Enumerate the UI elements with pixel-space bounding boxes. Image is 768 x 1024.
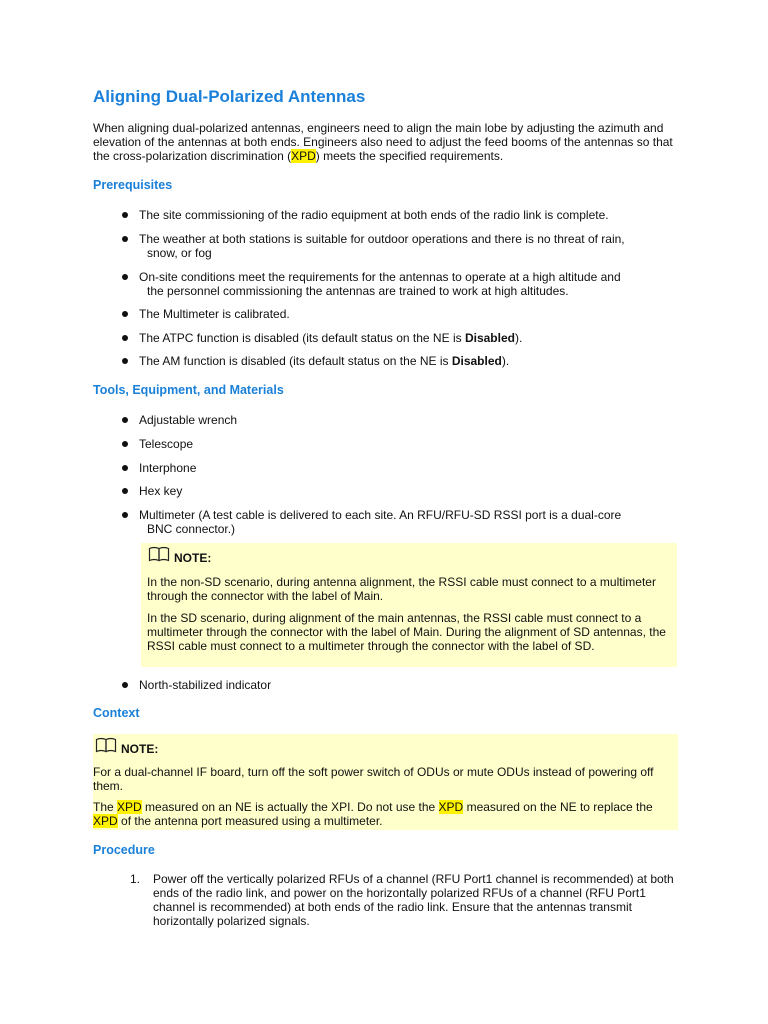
context-note-box bbox=[93, 734, 678, 830]
prereq-item: The Multimeter is calibrated. bbox=[139, 307, 290, 321]
prereq-item-line: the personnel commissioning the antennas are trained to work at high altitudes. bbox=[147, 284, 569, 298]
page-title: Aligning Dual-Polarized Antennas bbox=[93, 87, 366, 106]
bullet-icon bbox=[122, 236, 128, 242]
context-heading: Context bbox=[93, 706, 140, 720]
note-paragraph: In the SD scenario, during alignment of the main antennas, the RSSI cable must connect to a multimeter through the connector with the label of Main. During the alignment of SD antennas, the RSSI cable must connect to a multimeter through the connector with the label of SD. bbox=[147, 611, 666, 653]
bullet-icon bbox=[122, 465, 128, 471]
prereq-item bbox=[139, 354, 684, 368]
bullet-icon bbox=[122, 274, 128, 280]
step-number: 1. bbox=[130, 872, 141, 886]
intro-text-a: When aligning dual-polarized antennas, engineers need to align the main lobe by adjusting the azimuth and elevation of the antennas at both ends. Engineers also need to adjust the feed booms of the antennas so that the cross-polarization discrimination ( bbox=[93, 121, 673, 163]
bullet-icon bbox=[122, 488, 128, 494]
xpd-highlight: XPD bbox=[117, 800, 142, 814]
prereq-item-line: The weather at both stations is suitable for outdoor operations and there is no threat of rain, bbox=[139, 232, 625, 246]
tool-item-line: BNC connector.) bbox=[147, 522, 236, 536]
prereq-item: The site commissioning of the radio equipment at both ends of the radio link is complete. bbox=[139, 208, 609, 222]
bullet-icon bbox=[122, 358, 128, 364]
note-paragraph bbox=[93, 800, 675, 828]
prereq-text: The ATPC function is disabled (its default status on the NE is bbox=[139, 331, 465, 345]
tool-item: Adjustable wrench bbox=[139, 413, 238, 427]
prereq-item-line: snow, or fog bbox=[147, 246, 212, 260]
xpd-highlight: XPD bbox=[291, 149, 316, 163]
note-header bbox=[148, 546, 211, 565]
tool-item: Interphone bbox=[139, 461, 197, 475]
bullet-icon bbox=[122, 417, 128, 423]
xpd-highlight: XPD bbox=[93, 814, 118, 828]
procedure-heading: Procedure bbox=[93, 843, 155, 857]
prereq-text: The AM function is disabled (its default status on the NE is bbox=[139, 354, 452, 368]
intro-paragraph bbox=[93, 121, 683, 163]
book-icon bbox=[148, 546, 170, 565]
intro-text-b: ) meets the specified requirements. bbox=[315, 149, 504, 163]
bullet-icon bbox=[122, 212, 128, 218]
note-text: measured on an NE is actually the XPI. Do not use the bbox=[141, 800, 439, 814]
book-icon bbox=[95, 737, 117, 756]
note-label: NOTE: bbox=[174, 551, 212, 565]
note-label: NOTE: bbox=[121, 742, 159, 756]
bullet-icon bbox=[122, 512, 128, 518]
tool-item: Hex key bbox=[139, 484, 183, 498]
prereq-item bbox=[139, 270, 684, 298]
note-box bbox=[141, 543, 677, 667]
prereq-text: ). bbox=[514, 331, 523, 345]
prereq-text: ). bbox=[501, 354, 510, 368]
tool-item-line: Multimeter (A test cable is delivered to each site. An RFU/RFU-SD RSSI port is a dual-core bbox=[139, 508, 622, 522]
note-paragraph: In the non-SD scenario, during antenna alignment, the RSSI cable must connect to a multimeter through the connector with the label of Main. bbox=[147, 575, 656, 603]
disabled-label: Disabled bbox=[464, 331, 515, 345]
note-text: of the antenna port measured using a multimeter. bbox=[117, 814, 383, 828]
tool-item: Telescope bbox=[139, 437, 194, 451]
prereq-item bbox=[139, 331, 684, 345]
prereq-item bbox=[139, 232, 684, 260]
note-paragraph: For a dual-channel IF board, turn off the soft power switch of ODUs or mute ODUs instead of powering off them. bbox=[93, 765, 654, 793]
tool-item bbox=[139, 508, 684, 536]
note-text: The bbox=[93, 800, 118, 814]
note-header bbox=[95, 737, 158, 756]
prereq-item-line: On-site conditions meet the requirements for the antennas to operate at a high altitude and bbox=[139, 270, 621, 284]
bullet-icon bbox=[122, 441, 128, 447]
note-text: measured on the NE to replace the bbox=[463, 800, 653, 814]
bullet-icon bbox=[122, 335, 128, 341]
xpd-highlight: XPD bbox=[438, 800, 464, 814]
disabled-label: Disabled bbox=[451, 354, 502, 368]
tool-item: North-stabilized indicator bbox=[139, 678, 272, 692]
bullet-icon bbox=[122, 311, 128, 317]
tools-heading: Tools, Equipment, and Materials bbox=[93, 383, 284, 397]
prerequisites-heading: Prerequisites bbox=[93, 178, 173, 192]
bullet-icon bbox=[122, 682, 128, 688]
step-text: Power off the vertically polarized RFUs of a channel (RFU Port1 channel is recommended) at both ends of the radio link, and power on the horizontally polarized RFUs of a channel (RFU Port1 channel is recommended) at both ends of the radio link. Ensure that the antennas transmit horizontally polarized signals. bbox=[153, 872, 674, 928]
